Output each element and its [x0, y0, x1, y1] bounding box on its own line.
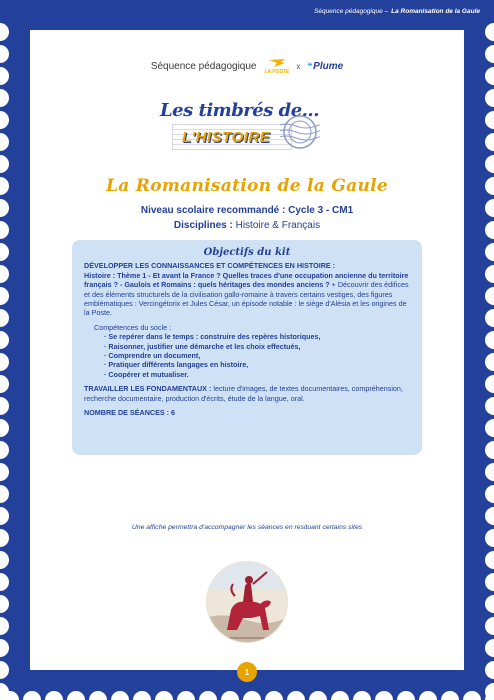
header-strip — [0, 0, 494, 22]
competences-intro: Compétences du socle : — [94, 322, 172, 332]
disciplines-label: Disciplines : — [173, 220, 233, 231]
logo-line2: L'HISTOIRE — [182, 129, 271, 146]
main-title: La Romanisation de la Gaule — [106, 176, 388, 196]
objectives-theme-bold: Histoire : Thème 1 - Et avant la France ? Quelles traces d'une occupation ancienne du territoire français ? - Gaulois et Romains : quels héritages des mondes anciens ? — [84, 270, 409, 290]
postmark-icon — [280, 112, 320, 152]
competence-item: · Pratiquer différents langages en histoire, — [104, 360, 410, 369]
header-title: La Romanisation de la Gaule — [391, 7, 480, 15]
competence-item: · Coopérer et mutualiser. — [104, 370, 410, 379]
fondamentaux — [84, 384, 410, 403]
header-sequence-label: Séquence pédagogique – — [314, 7, 389, 15]
series-logo — [152, 100, 322, 160]
logo-line1: Les timbrés de... — [160, 100, 319, 121]
horseman-stamp-image — [205, 560, 289, 644]
page-number: 1 — [237, 662, 257, 682]
objectives-theme-rest: + Découvrir des édifices et des éléments structurels de la civilisation gallo-romaine à travers certains vestiges, des figures emblématiques : Vercingétorix et Jules César, un épisode notable : le siège d'Alésia et les origines de la Poste. — [84, 280, 409, 318]
objectives-heading: DÉVELOPPER LES CONNAISSANCES ET COMPÉTENCES EN HISTOIRE : — [84, 261, 336, 271]
plume-logo: Plume — [313, 61, 344, 72]
objectives-theme — [84, 271, 410, 318]
laposte-logo — [264, 58, 289, 75]
laposte-bird-icon — [268, 58, 286, 68]
fondamentaux-label: TRAVAILLER LES FONDAMENTAUX : — [84, 384, 212, 394]
objectives-box — [72, 240, 422, 455]
competences-list — [104, 332, 410, 379]
disciplines-value: Histoire & Français — [235, 220, 321, 231]
sponsors-text: Séquence pédagogique — [150, 61, 257, 72]
sponsors-line — [0, 58, 494, 75]
competence-item: · Se repérer dans le temps : construire des repères historiques, — [104, 332, 410, 341]
seances-count: NOMBRE DE SÉANCES : 6 — [84, 408, 176, 418]
disciplines — [0, 220, 494, 231]
recommended-level: Niveau scolaire recommandé : Cycle 3 - CM1 — [140, 205, 354, 216]
sponsor-separator: x — [296, 62, 301, 71]
poster-caption: Une affiche permettra d'accompagner les séances en resituant certains sites — [131, 524, 363, 531]
objectives-title: Objectifs du kit — [203, 247, 291, 258]
competence-item: · Raisonner, justifier une démarche et les choix effectués, — [104, 342, 410, 351]
laposte-label: LA POSTE — [264, 69, 290, 75]
competence-item: · Comprendre un document, — [104, 351, 410, 360]
plume-quote-icon: ❝ — [307, 61, 313, 71]
fondamentaux-text: lecture d'images, de textes documentaires, compréhension, recherche documentaire, production d'écrits, étude de la langue, oral. — [84, 384, 403, 403]
